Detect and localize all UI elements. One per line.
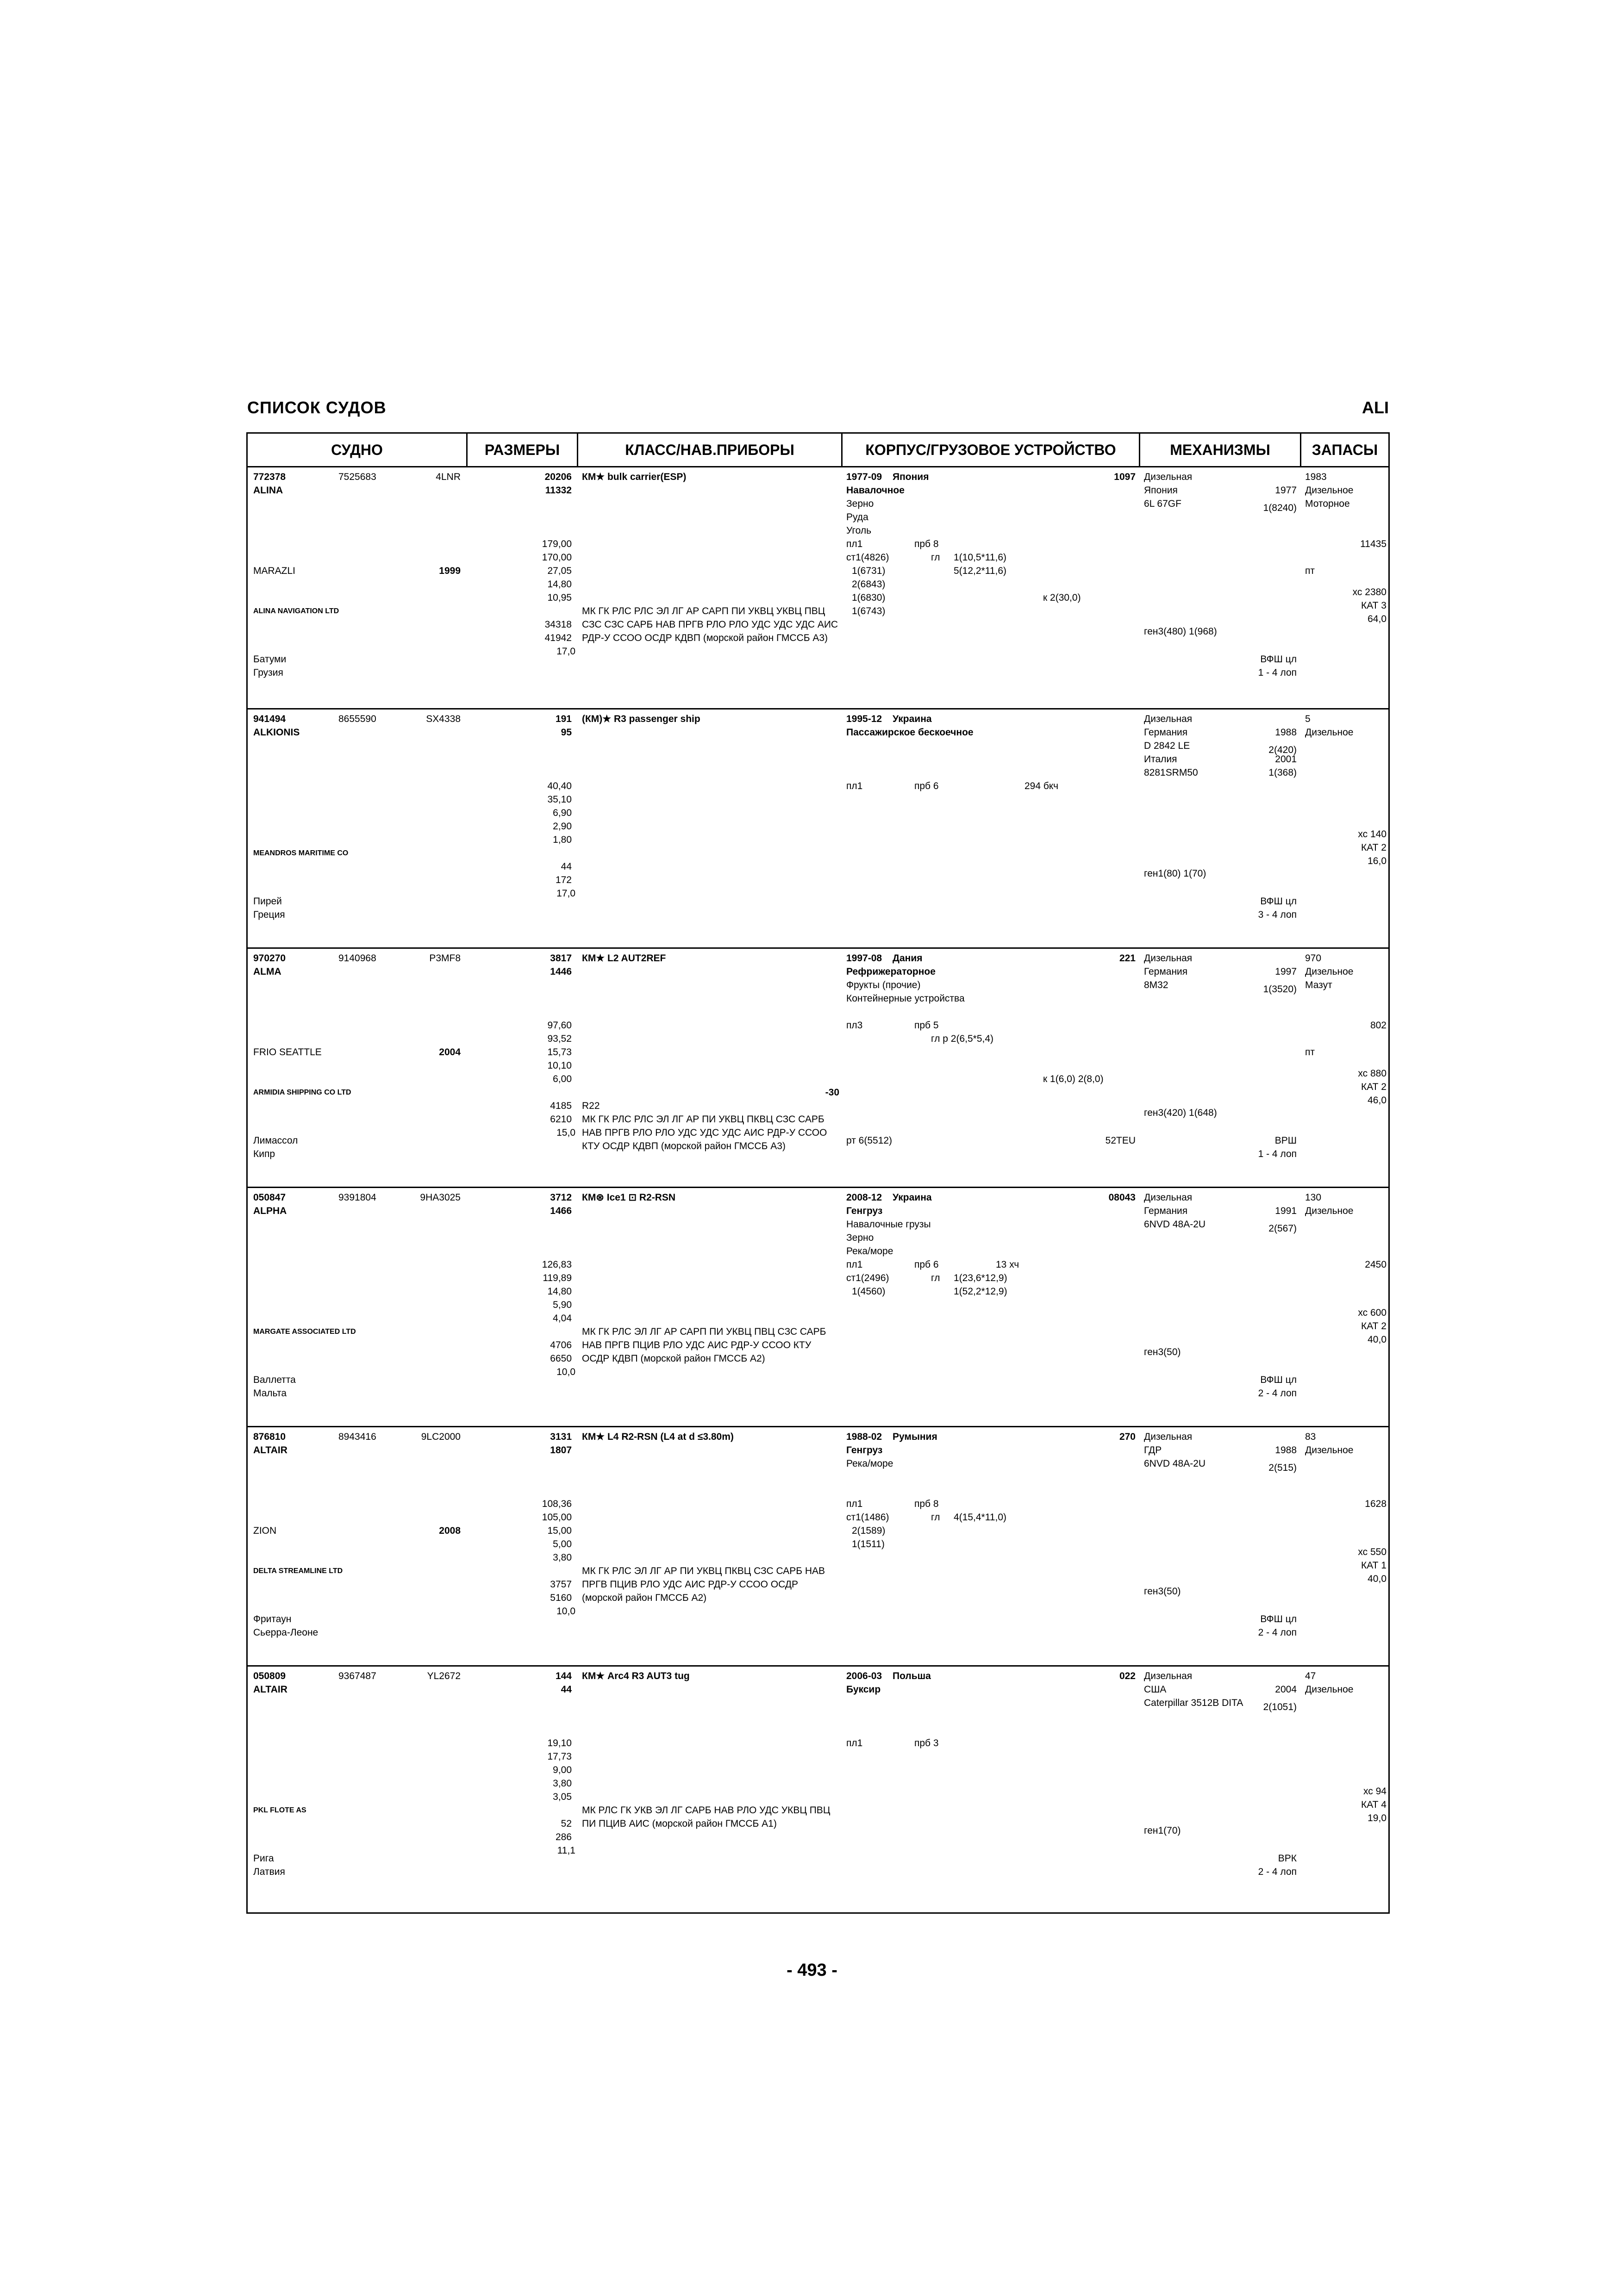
build-date: 1997-08 (846, 953, 882, 964)
size-value: 5,00 (553, 1539, 572, 1549)
generators: ген3(480) 1(968) (1144, 626, 1217, 637)
engine-power: 2(420) (1268, 744, 1297, 755)
stores-value: Дизельное (1305, 1684, 1354, 1695)
teu-info: 52TEU (1105, 1135, 1136, 1146)
stores-value: Дизельное (1305, 485, 1354, 496)
call-sign: 4LNR (436, 472, 461, 482)
build-date: 1977-09 (846, 472, 882, 482)
call-sign: 9LC2000 (421, 1431, 461, 1442)
stores-value: пт (1305, 566, 1315, 576)
hold-info: гл (931, 552, 940, 563)
hold-info: пл1 (846, 1259, 863, 1270)
engine-power: 2(515) (1268, 1462, 1297, 1473)
hold-info: гл (931, 1273, 940, 1283)
stores-value: 5 (1305, 714, 1311, 724)
hold-info: 2(1589) (852, 1525, 886, 1536)
hold-info: ст1(4826) (846, 552, 889, 563)
ship-type: Навалочное (846, 485, 905, 496)
stores-value: 130 (1305, 1192, 1322, 1203)
hold-info: прб 5 (914, 1020, 939, 1031)
col-header-machinery: МЕХАНИЗМЫ (1170, 442, 1270, 458)
stores-value: КАТ 2 (1361, 842, 1387, 853)
hold-info: прб 8 (914, 1499, 939, 1509)
engine-country: Германия (1144, 727, 1188, 738)
call-sign: P3MF8 (429, 953, 461, 964)
imo-number: 9391804 (338, 1192, 376, 1203)
size-value: 2,90 (553, 821, 572, 832)
stores-value: Дизельное (1305, 966, 1354, 977)
stores-value: 83 (1305, 1431, 1316, 1442)
nav-equipment: МК ГК РЛС ЭЛ ЛГ АР САРП ПИ УКВЦ ПВЦ СЗС САРБ НАВ ПРГВ ПЦИВ РЛО УДС АИС РДР-У ССОО КТУ ОСДР КДВП (морской район ГМССБ А2) (582, 1326, 826, 1364)
page-code: ALI (1362, 398, 1389, 417)
ship-name: ALTAIR (253, 1684, 287, 1695)
engine-model: Caterpillar 3512B DITA (1144, 1698, 1243, 1708)
ship-record (248, 949, 1388, 1188)
previous-name-year: 2004 (439, 1047, 461, 1058)
propeller-blades: 2 - 4 лоп (1258, 1867, 1297, 1878)
engine-year: 1988 (1275, 727, 1297, 738)
size-value: 1807 (550, 1445, 572, 1456)
hold-info: 1(23,6*12,9) (954, 1273, 1007, 1283)
nav-equipment: МК ГК РЛС ЭЛ ЛГ АР ПИ УКВЦ ПКВЦ СЗС САРБ НАВ ПРГВ ПЦИВ РЛО УДС АИС РДР-У ССОО ОСДР (морской район ГМССБ А2) (582, 1566, 825, 1603)
ship-record (248, 1667, 1388, 1912)
engine-model: 6NVD 48A-2U (1144, 1458, 1206, 1469)
hold-info: 13 хч (996, 1259, 1019, 1270)
engine-year: 1988 (1275, 1445, 1297, 1456)
engine-type: Дизельная (1144, 1192, 1193, 1203)
size-value: 15,73 (547, 1047, 572, 1058)
engine-country: Япония (1144, 485, 1178, 496)
reefer-info: рт 6(5512) (846, 1135, 893, 1146)
size-value: 14,80 (547, 1286, 572, 1297)
reg-number: 772378 (253, 472, 286, 482)
generators: ген3(50) (1144, 1346, 1181, 1357)
yard-number: 022 (1119, 1671, 1136, 1681)
build-date: 1995-12 (846, 714, 882, 724)
build-date: 2006-03 (846, 1671, 882, 1681)
hold-info: пл1 (846, 781, 863, 791)
cargo-type: Зерно (846, 1232, 874, 1243)
size-value: 3,80 (553, 1552, 572, 1563)
hold-info: прб 6 (914, 781, 939, 791)
reg-number: 050847 (253, 1192, 286, 1203)
stores-value: хс 94 (1363, 1786, 1387, 1797)
home-port: Лимассол (253, 1135, 298, 1146)
size-value: 19,10 (547, 1738, 572, 1748)
reg-number: 941494 (253, 714, 286, 724)
reg-number: 876810 (253, 1431, 286, 1442)
yard-number: 270 (1119, 1431, 1136, 1442)
hold-info: прб 3 (914, 1738, 939, 1748)
stores-value: Мазут (1305, 980, 1332, 990)
size-value: 3,05 (553, 1792, 572, 1802)
yard-number: 221 (1119, 953, 1136, 964)
stores-value: КАТ 3 (1361, 600, 1387, 611)
size-value: 15,0 (556, 1127, 575, 1138)
hold-info: 5(12,2*11,6) (954, 566, 1007, 576)
nav-equipment: МК РЛС ГК УКВ ЭЛ ЛГ САРБ НАВ РЛО УДС УКВЦ ПВЦ ПИ ПЦИВ АИС (морской район ГМССБ А1) (582, 1805, 831, 1829)
call-sign: SX4338 (426, 714, 461, 724)
size-value: 6,90 (553, 808, 572, 818)
imo-number: 8655590 (338, 714, 376, 724)
hold-info: 1(6743) (852, 606, 886, 616)
engine-power: 1(368) (1268, 767, 1297, 778)
size-value: 172 (555, 875, 572, 885)
ship-type: Буксир (846, 1684, 881, 1695)
stores-value: 64,0 (1368, 614, 1387, 625)
engine-model: 6NVD 48A-2U (1144, 1219, 1206, 1230)
flag-country: Латвия (253, 1867, 285, 1878)
cargo-type: Река/море (846, 1458, 893, 1469)
stores-value: хс 880 (1358, 1068, 1387, 1079)
imo-number: 7525683 (338, 472, 376, 482)
nav-equipment: МК ГК РЛС РЛС ЭЛ ЛГ АР ПИ УКВЦ ПКВЦ СЗС САРБ НАВ ПРГВ РЛО РЛО УДС УДС УДС АИС РДР-У ССОО КТУ ОСДР КДВП (морской район ГМССБ А3) (582, 1114, 827, 1151)
ship-name: ALKIONIS (253, 727, 300, 738)
home-port: Батуми (253, 654, 287, 665)
previous-name: ZION (253, 1525, 277, 1536)
previous-name-year: 2008 (439, 1525, 461, 1536)
engine-country: Германия (1144, 1206, 1188, 1216)
size-value: 4,04 (553, 1313, 572, 1324)
stores-value: хс 2380 (1352, 587, 1387, 598)
owner: PKL FLOTE AS (253, 1806, 306, 1814)
generators: ген1(70) (1144, 1825, 1181, 1836)
size-value: 20206 (544, 472, 572, 482)
imo-number: 8943416 (338, 1431, 376, 1442)
cargo-type: Навалочные грузы (846, 1219, 931, 1230)
propeller-blades: 1 - 4 лоп (1258, 1149, 1297, 1160)
size-value: 11,1 (557, 1845, 575, 1856)
size-value: 144 (555, 1671, 572, 1681)
generators: ген1(80) 1(70) (1144, 868, 1206, 879)
stores-value: 40,0 (1368, 1574, 1387, 1585)
hold-info: ст1(1486) (846, 1512, 889, 1523)
stores-value: пт (1305, 1047, 1315, 1058)
cargo-type: Река/море (846, 1246, 893, 1257)
engine-model: 8M32 (1144, 980, 1168, 990)
owner: DELTA STREAMLINE LTD (253, 1567, 343, 1575)
flag-country: Сьерра-Леоне (253, 1627, 319, 1638)
build-date: 1988-02 (846, 1431, 882, 1442)
engine-power: 2(1051) (1263, 1701, 1297, 1712)
engine-type: Дизельная (1144, 714, 1193, 724)
stores-value: КАТ 2 (1361, 1321, 1387, 1332)
size-value: 34318 (544, 619, 572, 630)
size-value: 3757 (550, 1579, 572, 1590)
propeller-blades: 2 - 4 лоп (1258, 1627, 1297, 1638)
stores-value: Дизельное (1305, 1206, 1354, 1216)
stores-value: Моторное (1305, 498, 1350, 509)
size-value: 6,00 (553, 1074, 572, 1084)
engine-model: 6L 67GF (1144, 498, 1181, 509)
temperature: -30 (825, 1087, 839, 1098)
stores-value: 802 (1370, 1020, 1387, 1031)
size-value: 10,95 (547, 592, 572, 603)
engine-country: Германия (1144, 966, 1188, 977)
size-value: 1,80 (553, 834, 572, 845)
size-value: 17,73 (547, 1751, 572, 1762)
cargo-type: Контейнерные устройства (846, 993, 965, 1004)
size-value: 27,05 (547, 566, 572, 576)
size-value: 95 (561, 727, 572, 738)
build-country: Румыния (893, 1431, 937, 1442)
ship-table (246, 432, 1390, 1914)
engine-power: 1(3520) (1263, 983, 1297, 995)
build-country: Дания (893, 953, 923, 964)
size-value: 119,89 (543, 1273, 572, 1283)
stores-value: 19,0 (1368, 1813, 1387, 1824)
build-date: 2008-12 (846, 1192, 882, 1203)
stores-value: 970 (1305, 953, 1322, 964)
size-value: 15,00 (547, 1525, 572, 1536)
engine-country: Италия (1144, 754, 1177, 765)
class-notation: КМ★ Arc4 R3 AUT3 tug (582, 1671, 690, 1681)
size-value: 286 (555, 1832, 572, 1842)
col-header-sizes: РАЗМЕРЫ (484, 442, 560, 458)
engine-year: 1997 (1275, 966, 1297, 977)
size-value: 170,00 (542, 552, 572, 563)
size-value: 35,10 (547, 794, 572, 805)
propeller: ВФШ цл (1260, 654, 1297, 665)
hold-info: пл3 (846, 1020, 863, 1031)
col-header-stores: ЗАПАСЫ (1312, 442, 1378, 458)
propeller: ВФШ цл (1260, 896, 1297, 907)
ship-name: ALINA (253, 485, 283, 496)
hold-info: 294 бкч (1024, 781, 1059, 791)
call-sign: 9HA3025 (420, 1192, 461, 1203)
stores-value: 1628 (1365, 1499, 1387, 1509)
generators: ген3(50) (1144, 1586, 1181, 1597)
engine-country: ГДР (1144, 1445, 1162, 1456)
engine-year: 1977 (1275, 485, 1297, 496)
col-header-ship: СУДНО (331, 442, 383, 458)
hold-info: пл1 (846, 1738, 863, 1748)
reg-number: 970270 (253, 953, 286, 964)
size-value: 44 (561, 861, 572, 872)
table-header (248, 434, 1388, 467)
engine-type: Дизельная (1144, 472, 1193, 482)
size-value: 10,10 (547, 1060, 572, 1071)
page-number: - 493 - (787, 1960, 837, 1980)
size-value: 6650 (550, 1353, 572, 1364)
size-value: 40,40 (547, 781, 572, 791)
propeller: ВФШ цл (1260, 1375, 1297, 1386)
flag-country: Кипр (253, 1149, 275, 1160)
size-value: 126,83 (542, 1259, 572, 1270)
ship-name: ALTAIR (253, 1445, 287, 1456)
hold-info: пл1 (846, 1499, 863, 1509)
stores-value: хс 550 (1358, 1547, 1387, 1558)
previous-name: FRIO SEATTLE (253, 1047, 322, 1058)
build-country: Польша (893, 1671, 931, 1681)
class-notation: (КМ)★ R3 passenger ship (582, 714, 700, 724)
imo-number: 9140968 (338, 953, 376, 964)
ship-record (248, 709, 1388, 949)
yard-number: 08043 (1108, 1192, 1136, 1203)
size-value: 17,0 (556, 888, 575, 899)
home-port: Фритаун (253, 1614, 292, 1625)
class-notation: КМ★ L2 AUT2REF (582, 953, 666, 964)
engine-year: 1991 (1275, 1206, 1297, 1216)
hold-info: 1(52,2*12,9) (954, 1286, 1007, 1297)
cargo-type: Фрукты (прочие) (846, 980, 921, 990)
cargo-type: Руда (846, 512, 868, 523)
size-value: 108,36 (542, 1499, 572, 1509)
size-value: 3817 (550, 953, 572, 964)
cargo-type: Зерно (846, 498, 874, 509)
stores-value: Дизельное (1305, 1445, 1354, 1456)
home-port: Валлетта (253, 1375, 296, 1386)
size-value: 52 (561, 1818, 572, 1829)
hold-info: 1(1511) (852, 1539, 885, 1549)
build-country: Япония (893, 472, 929, 482)
size-value: 44 (561, 1684, 572, 1695)
hold-info: гл р 2(6,5*5,4) (931, 1033, 994, 1044)
previous-name: MARAZLI (253, 566, 296, 576)
owner: ALINA NAVIGATION LTD (253, 607, 339, 615)
ship-name: ALPHA (253, 1206, 287, 1216)
hold-info: 1(4560) (852, 1286, 886, 1297)
size-value: 10,0 (556, 1367, 575, 1377)
stores-value: КАТ 4 (1361, 1799, 1387, 1811)
imo-number: 9367487 (338, 1671, 376, 1681)
class-notation: КМ★ L4 R2-RSN (L4 at d ≤3.80m) (582, 1431, 734, 1442)
stores-value: 40,0 (1368, 1334, 1387, 1345)
stores-value: 11435 (1360, 539, 1387, 549)
propeller-blades: 1 - 4 лоп (1258, 667, 1297, 678)
register-class: R22 (582, 1101, 600, 1111)
home-port: Рига (253, 1853, 274, 1864)
stores-value: КАТ 1 (1361, 1560, 1387, 1571)
size-value: 9,00 (553, 1765, 572, 1775)
class-notation: КМ⊛ Ice1 ⊡ R2-RSN (582, 1192, 676, 1203)
size-value: 4185 (550, 1101, 572, 1111)
stores-value: 46,0 (1368, 1095, 1387, 1106)
propeller-blades: 3 - 4 лоп (1258, 909, 1297, 921)
build-country: Украина (893, 1192, 932, 1203)
stores-value: 1983 (1305, 472, 1327, 482)
hold-info: 1(10,5*11,6) (954, 552, 1007, 563)
call-sign: YL2672 (427, 1671, 461, 1681)
build-country: Украина (893, 714, 932, 724)
ship-name: ALMA (253, 966, 281, 977)
size-value: 5,90 (553, 1300, 572, 1310)
size-value: 179,00 (542, 539, 572, 549)
stores-value: КАТ 2 (1361, 1082, 1387, 1093)
size-value: 3131 (550, 1431, 572, 1442)
col-header-class: КЛАСС/НАВ.ПРИБОРЫ (625, 442, 794, 458)
hatch-info: к 1(6,0) 2(8,0) (1043, 1074, 1104, 1084)
home-port: Пирей (253, 896, 282, 907)
stores-value: Дизельное (1305, 727, 1354, 738)
size-value: 3,80 (553, 1778, 572, 1789)
size-value: 5160 (550, 1593, 572, 1603)
size-value: 1446 (550, 966, 572, 977)
size-value: 4706 (550, 1340, 572, 1350)
propeller-blades: 2 - 4 лоп (1258, 1388, 1297, 1399)
engine-country: США (1144, 1684, 1167, 1695)
hold-info: 1(6731) (852, 566, 886, 576)
hold-info: пл1 (846, 539, 863, 549)
size-value: 1466 (550, 1206, 572, 1216)
hold-info: 4(15,4*11,0) (954, 1512, 1007, 1523)
col-header-hull: КОРПУС/ГРУЗОВОЕ УСТРОЙСТВО (865, 442, 1116, 458)
engine-power: 1(8240) (1263, 502, 1297, 513)
hold-info: 2(6843) (852, 579, 886, 590)
owner: ARMIDIA SHIPPING CO LTD (253, 1089, 351, 1096)
engine-type: Дизельная (1144, 953, 1193, 964)
size-value: 41942 (544, 633, 572, 643)
ship-record (248, 1427, 1388, 1667)
hatch-info: к 2(30,0) (1043, 592, 1081, 603)
engine-year: 2004 (1275, 1684, 1297, 1695)
hold-info: прб 6 (914, 1259, 939, 1270)
size-value: 93,52 (547, 1033, 572, 1044)
ship-type: Генгруз (846, 1206, 883, 1216)
stores-value: 16,0 (1368, 856, 1387, 867)
flag-country: Мальта (253, 1388, 287, 1399)
size-value: 11332 (545, 485, 572, 496)
engine-type: Дизельная (1144, 1671, 1193, 1681)
reg-number: 050809 (253, 1671, 286, 1681)
size-value: 10,0 (556, 1606, 575, 1617)
size-value: 6210 (550, 1114, 572, 1125)
previous-name-year: 1999 (439, 566, 461, 576)
propeller: ВРК (1278, 1853, 1297, 1864)
page-title: СПИСОК СУДОВ (247, 398, 387, 417)
stores-value: 2450 (1365, 1259, 1387, 1270)
size-value: 17,0 (556, 646, 575, 657)
engine-model: D 2842 LE (1144, 740, 1190, 751)
engine-power: 2(567) (1268, 1223, 1297, 1234)
cargo-type: Уголь (846, 525, 872, 536)
stores-value: хс 140 (1358, 829, 1387, 840)
stores-value: 47 (1305, 1671, 1316, 1681)
engine-model: 8281SRM50 (1144, 767, 1198, 778)
ship-type: Генгруз (846, 1445, 883, 1456)
stores-value: хс 600 (1358, 1307, 1387, 1319)
flag-country: Грузия (253, 667, 283, 678)
hold-info: ст1(2496) (846, 1273, 889, 1283)
ship-record (248, 1188, 1388, 1427)
size-value: 97,60 (547, 1020, 572, 1031)
yard-number: 1097 (1114, 472, 1136, 482)
ship-record (248, 467, 1388, 709)
class-notation: КМ★ bulk carrier(ESP) (582, 472, 687, 482)
nav-equipment: МК ГК РЛС РЛС ЭЛ ЛГ АР САРП ПИ УКВЦ УКВЦ ПВЦ СЗС СЗС САРБ НАВ ПРГВ РЛО РЛО УДС УДС УДС АИС РДР-У ССОО ОСДР КДВП (морской район ГМССБ А3) (582, 606, 838, 643)
size-value: 3712 (550, 1192, 572, 1203)
size-value: 105,00 (542, 1512, 572, 1523)
hold-info: 1(6830) (852, 592, 886, 603)
propeller: ВРШ (1274, 1135, 1297, 1146)
hold-info: прб 8 (914, 539, 939, 549)
size-value: 14,80 (547, 579, 572, 590)
engine-year: 2001 (1275, 754, 1297, 765)
hold-info: гл (931, 1512, 940, 1523)
flag-country: Греция (253, 909, 285, 921)
generators: ген3(420) 1(648) (1144, 1107, 1217, 1118)
owner: MEANDROS MARITIME CO (253, 849, 349, 857)
ship-type: Пассажирское бескоечное (846, 727, 974, 738)
propeller: ВФШ цл (1260, 1614, 1297, 1625)
engine-type: Дизельная (1144, 1431, 1193, 1442)
ship-type: Рефрижераторное (846, 966, 936, 977)
size-value: 191 (555, 714, 572, 724)
owner: MARGATE ASSOCIATED LTD (253, 1328, 356, 1336)
